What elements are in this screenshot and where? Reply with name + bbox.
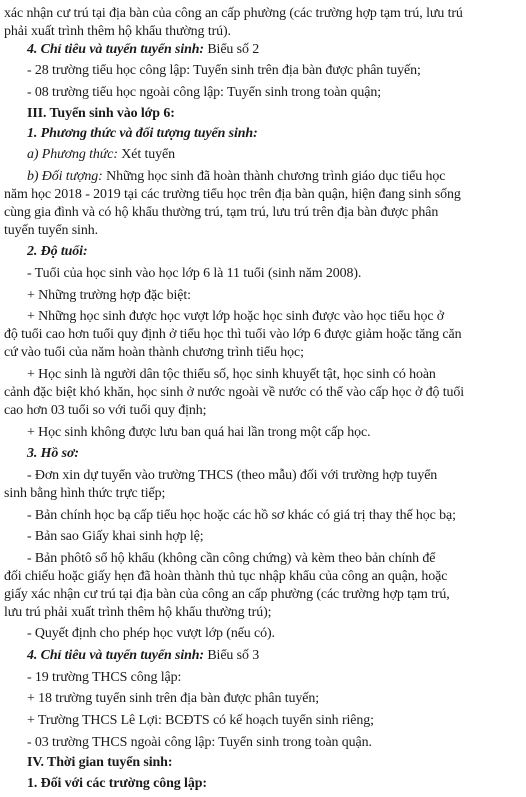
- list-item: - Tuổi của học sinh vào học lớp 6 là 11 tuổi (sinh năm 2008).: [27, 266, 362, 281]
- paragraph-line: phải xuất trình thêm hộ khẩu thường trú).: [4, 23, 231, 39]
- list-item: + Những trường hợp đặc biệt:: [27, 287, 191, 303]
- paragraph-line: năm học 2018 - 2019 tại các trường tiểu học trên địa bàn quận, hiện đang sinh sống: [4, 186, 461, 202]
- paragraph-line: giấy xác nhận cư trú tại địa bàn của công an cấp phường (các trường hợp tạm trú,: [4, 586, 450, 602]
- paragraph-line: tuyến tuyển sinh.: [4, 222, 98, 238]
- list-item: - 08 trường tiểu học ngoài công lập: Tuyển sinh trong toàn quận;: [27, 84, 382, 100]
- paragraph-line: cứ vào tuổi của năm hoàn thành chương trình tiểu học;: [4, 345, 304, 361]
- paragraph-line: cao hơn 03 tuổi so với tuổi quy định;: [4, 403, 207, 418]
- list-item: - 28 trường tiểu học công lập: Tuyển sinh trên địa bàn được phân tuyến;: [27, 63, 421, 79]
- list-item: - 03 trường THCS ngoài công lập: Tuyển sinh trong toàn quận.: [27, 734, 372, 750]
- paragraph-line: độ tuổi cao hơn tuổi quy định ở tiểu học thì tuổi vào lớp 6 được giảm hoặc tăng căn: [4, 327, 462, 343]
- list-item: + Học sinh là người dân tộc thiểu số, học sinh khuyết tật, học sinh có hoàn: [27, 366, 436, 382]
- list-item: - Bản sao Giấy khai sinh hợp lệ;: [27, 529, 204, 545]
- list-item: - Bản phôtô sổ hộ khẩu (không cần công chứng) và kèm theo bản chính để: [27, 550, 436, 566]
- list-item: + Học sinh không được lưu ban quá hai lần trong một cấp học.: [27, 424, 371, 440]
- subsection-heading: 2. Độ tuổi:: [27, 244, 88, 260]
- heading-value: Biểu số 2: [203, 41, 260, 57]
- list-item: - Bản chính học bạ cấp tiểu học hoặc các hồ sơ khác có giá trị thay thế học bạ;: [27, 507, 456, 523]
- paragraph-line: xác nhận cư trú tại địa bàn của công an cấp phường (các trường hợp tạm trú, lưu trú: [4, 5, 463, 21]
- paragraph-line: cảnh đặc biệt khó khăn, học sinh ở nước ngoài về nước có thể vào cấp học ở độ tuổi: [4, 384, 465, 400]
- heading-value: Biểu số 3: [203, 648, 260, 664]
- section-heading-quota: [27, 646, 524, 666]
- heading-label: 4. Chỉ tiêu và tuyển tuyển sinh:: [27, 648, 204, 664]
- section-heading-quota: [27, 40, 524, 60]
- list-item: + 18 trường tuyển sinh trên địa bàn được phân tuyến;: [27, 691, 320, 707]
- list-item: - 19 trường THCS công lập:: [27, 669, 182, 685]
- heading-label: 4. Chỉ tiêu và tuyển tuyển sinh:: [27, 41, 204, 57]
- paragraph-line: [27, 167, 524, 187]
- subsection-heading: 3. Hồ sơ:: [27, 446, 79, 462]
- paragraph-line: [27, 145, 524, 165]
- subsection-heading: 1. Phương thức và đối tượng tuyển sinh:: [27, 126, 258, 142]
- section-heading-roman: III. Tuyển sinh vào lớp 6:: [27, 105, 175, 121]
- item-label: b) Đối tượng:: [27, 168, 103, 184]
- list-item: + Những học sinh được học vượt lớp hoặc học sinh được vào học tiểu học ở: [27, 309, 445, 325]
- paragraph-line: cùng gia đình và có hộ khẩu thường trú, tạm trú, lưu trú trên địa bàn được phân: [4, 204, 439, 220]
- item-value: Xét tuyển: [117, 147, 175, 163]
- paragraph-line: lưu trú phải xuất trình thêm hộ khẩu thường trú);: [4, 604, 272, 620]
- subsection-heading: 1. Đối với các trường công lập:: [27, 776, 207, 791]
- paragraph-line: đối chiếu hoặc giấy hẹn đã hoàn thành thủ tục nhập khẩu của công an quận, hoặc: [4, 568, 448, 584]
- list-item: - Đơn xin dự tuyển vào trường THCS (theo mẫu) đối với trường hợp tuyển: [27, 467, 438, 483]
- section-heading-roman: IV. Thời gian tuyển sinh:: [27, 755, 173, 771]
- paragraph-line: sinh bằng hình thức trực tiếp;: [4, 485, 166, 501]
- list-item: + Trường THCS Lê Lợi: BCĐTS có kế hoạch tuyển sinh riêng;: [27, 712, 374, 728]
- list-item: - Quyết định cho phép học vượt lớp (nếu có).: [27, 626, 275, 642]
- item-value: Những học sinh đã hoàn thành chương trình giáo dục tiểu học: [102, 168, 446, 184]
- item-label: a) Phương thức:: [27, 147, 118, 163]
